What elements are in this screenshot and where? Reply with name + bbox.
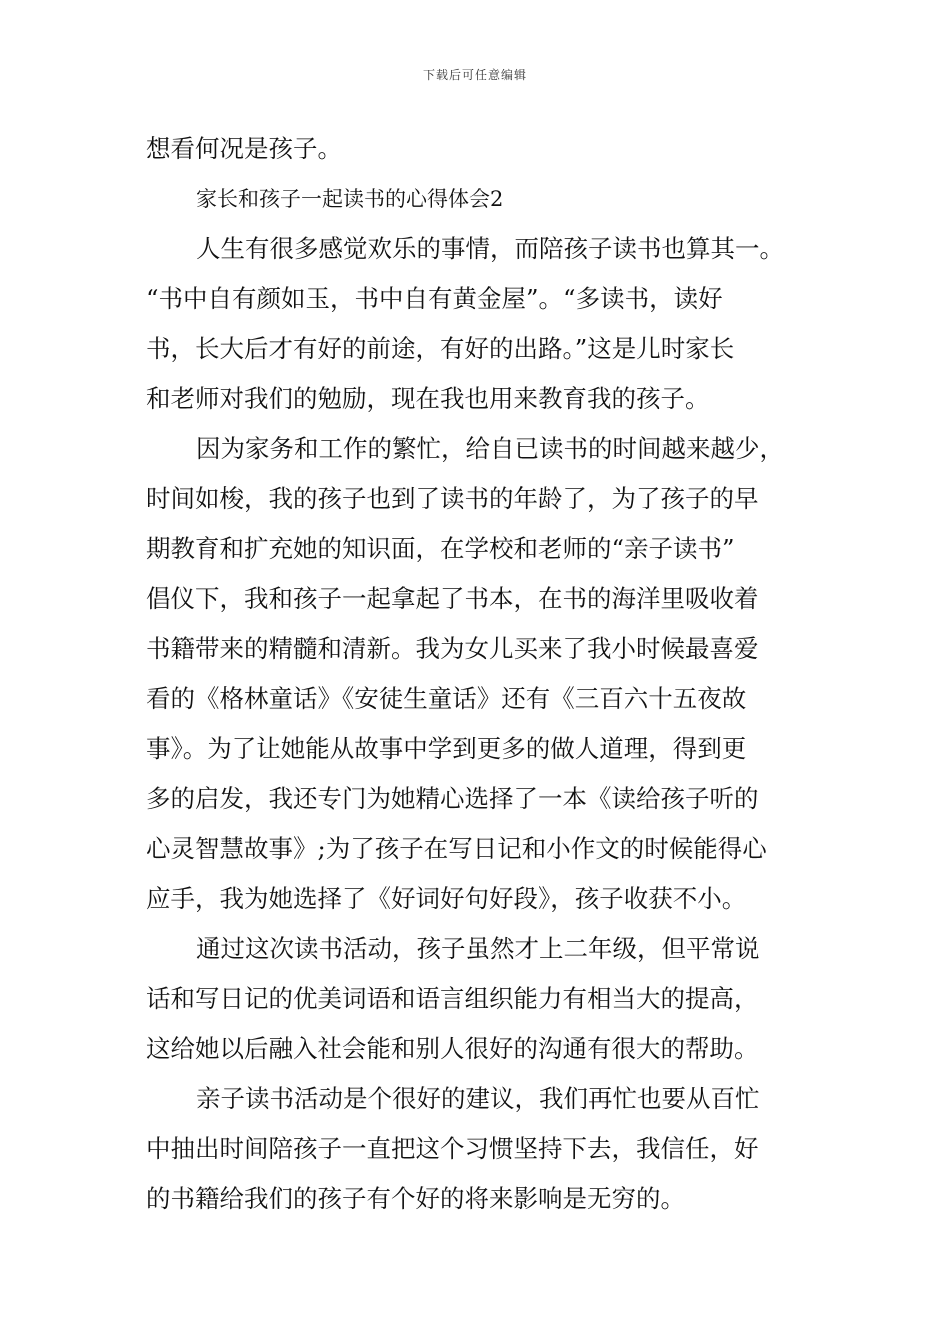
text-line: 应手，我为她选择了《好词好句好段》，孩子收获不小。: [146, 884, 747, 913]
text-line: 多的启发，我还专门为她精心选择了一本《读给孩子听的: [146, 784, 759, 813]
header-note: 下载后可任意编辑: [422, 68, 527, 82]
text-line: 因为家务和工作的繁忙，给自已读书的时间越来越少，: [196, 434, 784, 463]
text-line: 和老师对我们的勉励，现在我也用来教育我的孩子。: [146, 384, 710, 413]
text-line: 的书籍给我们的孩子有个好的将来影响是无穷的。: [146, 1184, 685, 1213]
text-line: 事》。为了让她能从故事中学到更多的做人道理，得到更: [146, 734, 747, 763]
text-line: 心灵智慧故事》;为了孩子在写日记和小作文的时候能得心: [146, 834, 767, 863]
document-body: [146, 124, 826, 1224]
text-line: 想看何况是孩子。: [146, 134, 342, 163]
text-line: 话和写日记的优美词语和语言组织能力有相当大的提高，: [146, 984, 759, 1013]
text-line: 亲子读书活动是个很好的建议，我们再忙也要从百忙: [196, 1084, 760, 1113]
text-line: 书，长大后才有好的前途，有好的出路。”这是儿时家长: [146, 334, 735, 363]
text-line: 通过这次读书活动，孩子虽然才上二年级，但平常说: [196, 934, 760, 963]
text-line: 期教育和扩充她的知识面，在学校和老师的“亲子读书”: [146, 534, 735, 563]
text-line: 书籍带来的精髓和清新。我为女儿买来了我小时候最喜爱: [146, 634, 759, 663]
text-line: 这给她以后融入社会能和别人很好的沟通有很大的帮助。: [146, 1034, 759, 1063]
text-line: 人生有很多感觉欢乐的事情，而陪孩子读书也算其一。: [196, 234, 784, 263]
text-line: 看的《格林童话》《安徒生童话》还有《三百六十五夜故: [146, 684, 747, 713]
section-title: 家长和孩子一起读书的心得体会2: [196, 187, 504, 211]
text-line: 时间如梭，我的孩子也到了读书的年龄了，为了孩子的早: [146, 484, 759, 513]
text-line: “书中自有颜如玉，书中自有黄金屋”。“多读书，读好: [146, 284, 723, 313]
text-line: 倡仪下，我和孩子一起拿起了书本，在书的海洋里吸收着: [146, 584, 759, 613]
text-line: 中抽出时间陪孩子一直把这个习惯坚持下去，我信任，好: [146, 1134, 759, 1163]
